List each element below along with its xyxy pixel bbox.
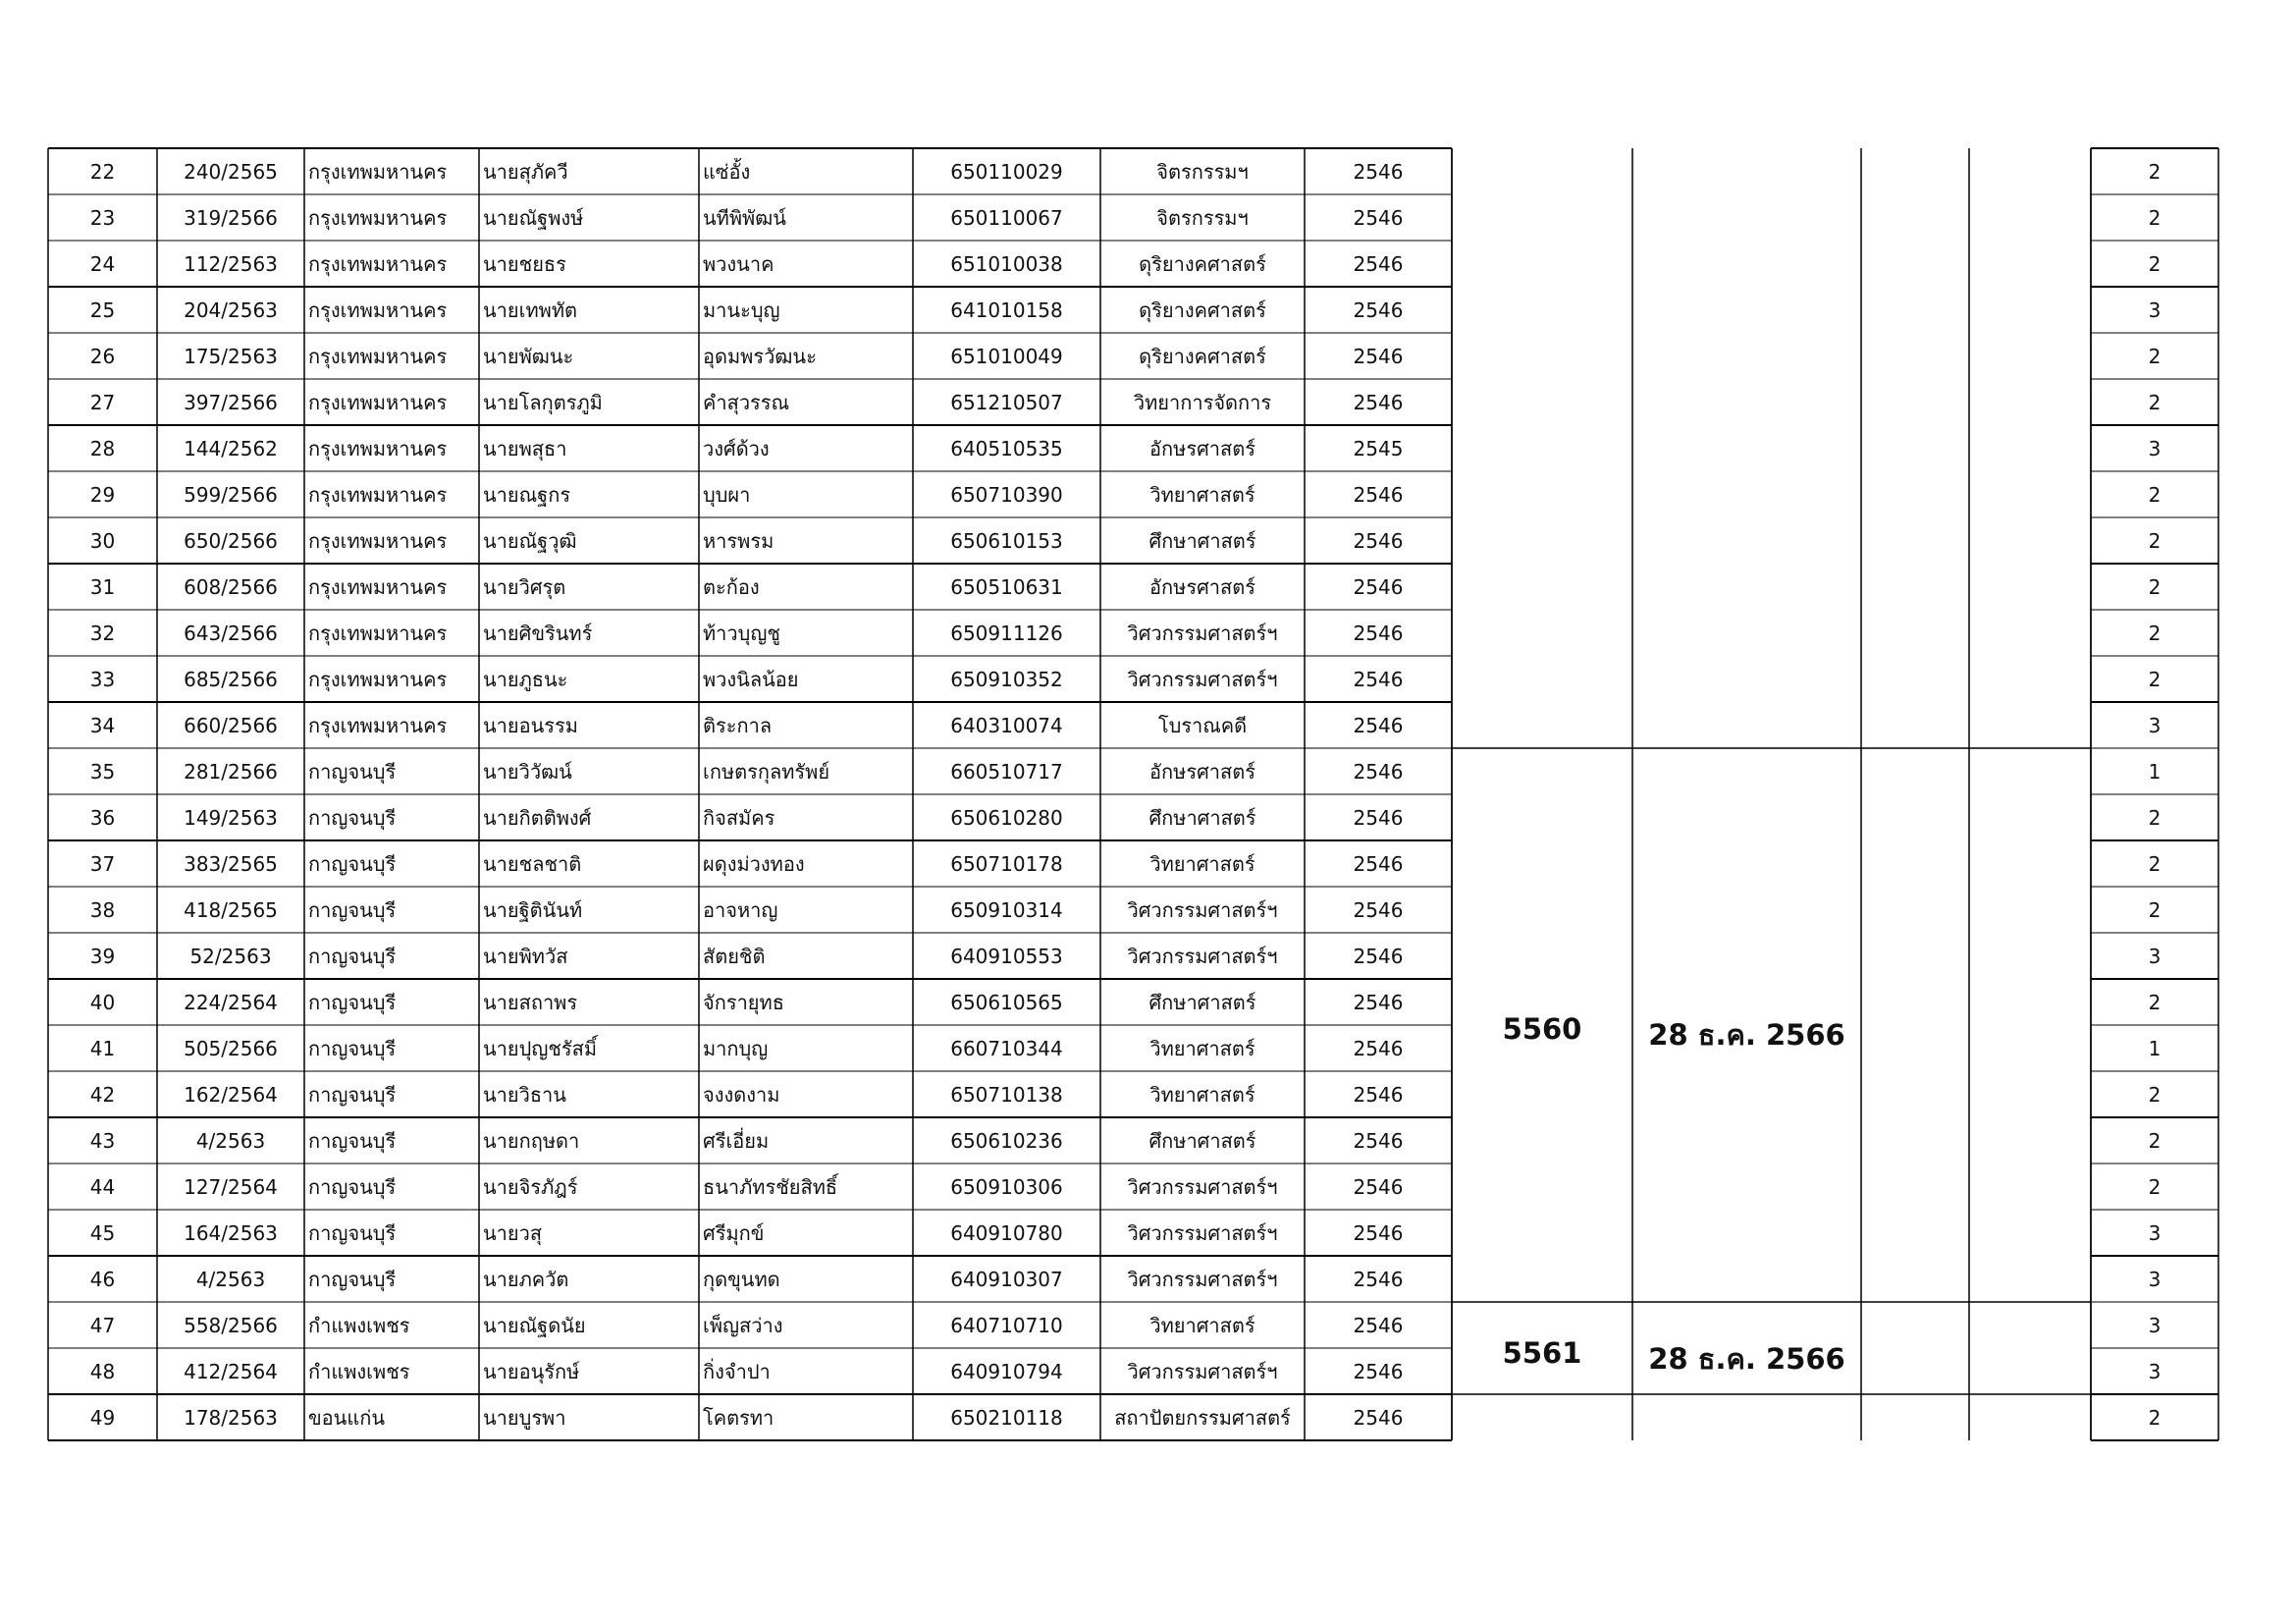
cell-last-name: มานะบุญ: [703, 298, 780, 322]
cell-last-name: เพ็ญสว่าง: [703, 1314, 783, 1337]
cell-year: 2546: [1353, 945, 1404, 968]
cell-year: 2546: [1353, 1037, 1404, 1060]
cell-count: 3: [2148, 1268, 2162, 1291]
cell-count: 3: [2148, 298, 2162, 322]
cell-faculty: วิศวกรรมศาสตร์ฯ: [1127, 668, 1278, 691]
cell-year: 2546: [1353, 298, 1404, 322]
cell-last-name: ธนาภัทรชัยสิทธิ์: [703, 1175, 838, 1199]
cell-province: กรุงเทพมหานคร: [308, 206, 448, 230]
cell-ref: 643/2566: [184, 622, 278, 645]
cell-last-name: วงศ์ด้วง: [703, 437, 770, 460]
cell-student-id: 650911126: [950, 622, 1063, 645]
cell-student-id: 650710178: [950, 852, 1063, 876]
cell-faculty: วิศวกรรมศาสตร์ฯ: [1127, 1360, 1278, 1383]
cell-first-name: นายกฤษดา: [483, 1129, 580, 1153]
cell-ref: 660/2566: [184, 714, 278, 737]
cell-no: 41: [89, 1037, 116, 1060]
cell-faculty: วิทยาศาสตร์: [1149, 1083, 1255, 1107]
cell-ref: 144/2562: [184, 437, 278, 460]
cell-faculty: วิทยาศาสตร์: [1149, 1037, 1255, 1060]
cell-count: 2: [2148, 1406, 2162, 1430]
cell-faculty: จิตรกรรมฯ: [1156, 206, 1249, 230]
cell-last-name: กิจสมัคร: [703, 806, 775, 830]
cell-no: 46: [89, 1268, 116, 1291]
cell-student-id: 650610280: [950, 806, 1063, 830]
cell-province: กรุงเทพมหานคร: [308, 622, 448, 645]
cell-ref: 127/2564: [184, 1175, 278, 1199]
cell-student-id: 651010049: [950, 345, 1063, 368]
cell-last-name: พวงนาค: [703, 252, 774, 276]
cell-ref: 162/2564: [184, 1083, 278, 1107]
cell-year: 2546: [1353, 1268, 1404, 1291]
cell-no: 27: [89, 391, 116, 414]
cell-no: 26: [89, 345, 116, 368]
cell-province: กาญจนบุรี: [308, 1083, 397, 1107]
cell-first-name: นายภูธนะ: [483, 668, 568, 691]
cell-province: กรุงเทพมหานคร: [308, 345, 448, 368]
cell-no: 34: [89, 714, 116, 737]
cell-first-name: นายพสุธา: [483, 437, 567, 460]
cell-no: 29: [89, 483, 116, 507]
cell-student-id: 650610153: [950, 529, 1063, 553]
cell-count: 2: [2148, 852, 2162, 876]
cell-province: กาญจนบุรี: [308, 1175, 397, 1199]
cell-first-name: นายภควัต: [483, 1268, 569, 1291]
cell-province: กรุงเทพมหานคร: [308, 298, 448, 322]
cell-count: 2: [2148, 1129, 2162, 1153]
cell-province: ขอนแก่น: [308, 1406, 386, 1430]
cell-province: กำแพงเพชร: [308, 1360, 410, 1383]
cell-first-name: นายณัฐวุฒิ: [483, 529, 577, 553]
cell-faculty: วิทยาการจัดการ: [1133, 391, 1272, 414]
cell-no: 36: [89, 806, 116, 830]
cell-no: 25: [89, 298, 116, 322]
cell-ref: 52/2563: [189, 945, 272, 968]
cell-ref: 281/2566: [184, 760, 278, 784]
cell-province: กาญจนบุรี: [308, 1129, 397, 1153]
cell-no: 45: [89, 1221, 116, 1245]
cell-count: 2: [2148, 575, 2162, 599]
cell-first-name: นายวิธาน: [483, 1083, 566, 1107]
cell-province: กรุงเทพมหานคร: [308, 391, 448, 414]
cell-year: 2546: [1353, 760, 1404, 784]
cell-first-name: นายบูรพา: [483, 1406, 566, 1430]
cell-count: 3: [2148, 1360, 2162, 1383]
cell-faculty: อักษรศาสตร์: [1149, 760, 1255, 784]
cell-first-name: นายกิตติพงศ์: [483, 806, 592, 830]
cell-no: 47: [89, 1314, 116, 1337]
cell-faculty: ศึกษาศาสตร์: [1148, 991, 1256, 1014]
cell-no: 28: [89, 437, 116, 460]
cell-count: 3: [2148, 714, 2162, 737]
cell-year: 2546: [1353, 1314, 1404, 1337]
cell-no: 35: [89, 760, 116, 784]
cell-last-name: ผดุงม่วงทอง: [703, 852, 805, 876]
cell-count: 3: [2148, 945, 2162, 968]
cell-count: 1: [2148, 760, 2162, 784]
cell-ref: 175/2563: [184, 345, 278, 368]
cell-student-id: 650910314: [950, 898, 1063, 922]
cell-province: กาญจนบุรี: [308, 945, 397, 968]
cell-ref: 383/2565: [184, 852, 278, 876]
cell-ref: 4/2563: [195, 1129, 266, 1153]
cell-year: 2546: [1353, 806, 1404, 830]
cell-first-name: นายโลกุตรภูมิ: [483, 391, 603, 414]
cell-student-id: 640910307: [950, 1268, 1063, 1291]
cell-last-name: บุบผา: [703, 483, 751, 507]
cell-first-name: นายณฐกร: [483, 483, 571, 507]
cell-student-id: 640310074: [950, 714, 1063, 737]
cell-count: 2: [2148, 345, 2162, 368]
cell-faculty: ดุริยางคศาสตร์: [1139, 345, 1266, 368]
cell-province: กาญจนบุรี: [308, 898, 397, 922]
cell-faculty: โบราณคดี: [1157, 714, 1248, 737]
cell-student-id: 640910794: [950, 1360, 1063, 1383]
cell-student-id: 650610236: [950, 1129, 1063, 1153]
cell-last-name: ตะก้อง: [703, 575, 760, 599]
group-doc-number: 5561: [1502, 1336, 1582, 1370]
cell-faculty: วิศวกรรมศาสตร์ฯ: [1127, 1221, 1278, 1245]
cell-no: 32: [89, 622, 116, 645]
cell-faculty: วิทยาศาสตร์: [1149, 852, 1255, 876]
cell-count: 2: [2148, 898, 2162, 922]
cell-first-name: นายเทพทัต: [483, 298, 577, 322]
cell-ref: 599/2566: [184, 483, 278, 507]
cell-first-name: นายณัฐดนัย: [483, 1314, 586, 1337]
cell-last-name: ติระกาล: [703, 714, 773, 737]
cell-first-name: นายสุภัควี: [483, 160, 568, 184]
cell-faculty: ศึกษาศาสตร์: [1148, 529, 1256, 553]
cell-year: 2546: [1353, 252, 1404, 276]
cell-faculty: ศึกษาศาสตร์: [1148, 1129, 1256, 1153]
cell-count: 2: [2148, 252, 2162, 276]
cell-no: 49: [89, 1406, 116, 1430]
cell-last-name: นทีพิพัฒน์: [703, 206, 786, 230]
cell-first-name: นายวิศรุต: [483, 575, 566, 599]
cell-faculty: อักษรศาสตร์: [1149, 437, 1255, 460]
cell-province: กรุงเทพมหานคร: [308, 714, 448, 737]
cell-student-id: 640910553: [950, 945, 1063, 968]
cell-year: 2546: [1353, 898, 1404, 922]
cell-student-id: 640710710: [950, 1314, 1063, 1337]
cell-ref: 112/2563: [184, 252, 278, 276]
cell-student-id: 650910306: [950, 1175, 1063, 1199]
cell-province: กาญจนบุรี: [308, 1221, 397, 1245]
cell-no: 40: [89, 991, 116, 1014]
cell-province: กาญจนบุรี: [308, 852, 397, 876]
cell-count: 2: [2148, 1083, 2162, 1107]
cell-first-name: นายจิรภัฎร์: [483, 1175, 578, 1199]
cell-last-name: ศรีเอี่ยม: [703, 1129, 770, 1153]
cell-count: 3: [2148, 1314, 2162, 1337]
cell-student-id: 660710344: [950, 1037, 1063, 1060]
cell-no: 43: [89, 1129, 116, 1153]
cell-faculty: อักษรศาสตร์: [1149, 575, 1255, 599]
cell-no: 44: [89, 1175, 116, 1199]
cell-count: 2: [2148, 483, 2162, 507]
cell-first-name: นายพัฒนะ: [483, 345, 574, 368]
cell-province: กรุงเทพมหานคร: [308, 160, 448, 184]
cell-ref: 178/2563: [184, 1406, 278, 1430]
cell-faculty: วิศวกรรมศาสตร์ฯ: [1127, 1268, 1278, 1291]
cell-student-id: 650210118: [950, 1406, 1063, 1430]
cell-no: 23: [89, 206, 116, 230]
cell-student-id: 650710390: [950, 483, 1063, 507]
cell-ref: 418/2565: [184, 898, 278, 922]
cell-ref: 240/2565: [184, 160, 278, 184]
cell-no: 48: [89, 1360, 116, 1383]
cell-last-name: คำสุวรรณ: [703, 391, 790, 414]
cell-last-name: โคตรทา: [703, 1406, 774, 1430]
cell-year: 2546: [1353, 1129, 1404, 1153]
cell-ref: 204/2563: [184, 298, 278, 322]
cell-ref: 685/2566: [184, 668, 278, 691]
cell-last-name: อาจหาญ: [703, 898, 778, 922]
cell-year: 2546: [1353, 206, 1404, 230]
cell-student-id: 650610565: [950, 991, 1063, 1014]
cell-count: 2: [2148, 991, 2162, 1014]
cell-ref: 558/2566: [184, 1314, 278, 1337]
cell-last-name: อุดมพรวัฒนะ: [703, 345, 817, 368]
cell-first-name: นายสถาพร: [483, 991, 578, 1014]
cell-faculty: ดุริยางคศาสตร์: [1139, 298, 1266, 322]
cell-count: 3: [2148, 437, 2162, 460]
cell-count: 2: [2148, 622, 2162, 645]
cell-count: 2: [2148, 206, 2162, 230]
cell-year: 2546: [1353, 391, 1404, 414]
cell-year: 2546: [1353, 622, 1404, 645]
cell-province: กรุงเทพมหานคร: [308, 483, 448, 507]
group-date: 28 ธ.ค. 2566: [1648, 1018, 1845, 1052]
cell-no: 22: [89, 160, 116, 184]
cell-first-name: นายอนรรม: [483, 714, 578, 737]
cell-ref: 505/2566: [184, 1037, 278, 1060]
cell-last-name: เกษตรกุลทรัพย์: [703, 760, 830, 784]
cell-ref: 608/2566: [184, 575, 278, 599]
cell-last-name: หารพรม: [703, 529, 774, 553]
cell-year: 2546: [1353, 852, 1404, 876]
cell-last-name: มากบุญ: [703, 1037, 769, 1060]
cell-last-name: ศรีมุกข์: [703, 1221, 765, 1245]
cell-province: กรุงเทพมหานคร: [308, 529, 448, 553]
cell-count: 3: [2148, 1221, 2162, 1245]
cell-first-name: นายชลชาติ: [483, 852, 582, 876]
cell-first-name: นายชยธร: [483, 252, 566, 276]
cell-year: 2546: [1353, 668, 1404, 691]
cell-last-name: จักรายุทธ: [703, 991, 784, 1014]
cell-student-id: 650510631: [950, 575, 1063, 599]
cell-student-id: 650910352: [950, 668, 1063, 691]
cell-province: กรุงเทพมหานคร: [308, 252, 448, 276]
cell-first-name: นายอนุรักษ์: [483, 1360, 580, 1383]
cell-faculty: วิศวกรรมศาสตร์ฯ: [1127, 945, 1278, 968]
cell-last-name: จงงดงาม: [703, 1083, 780, 1107]
cell-first-name: นายปุญชรัสมิ์: [483, 1037, 598, 1060]
cell-count: 2: [2148, 391, 2162, 414]
cell-count: 1: [2148, 1037, 2162, 1060]
cell-year: 2546: [1353, 1175, 1404, 1199]
cell-province: กาญจนบุรี: [308, 1268, 397, 1291]
cell-first-name: นายพิทวัส: [483, 945, 568, 968]
cell-count: 2: [2148, 529, 2162, 553]
cell-ref: 412/2564: [184, 1360, 278, 1383]
cell-student-id: 650710138: [950, 1083, 1063, 1107]
cell-province: กาญจนบุรี: [308, 760, 397, 784]
cell-first-name: นายศิขรินทร์: [483, 622, 593, 645]
cell-faculty: สถาปัตยกรรมศาสตร์: [1114, 1406, 1291, 1430]
cell-no: 42: [89, 1083, 116, 1107]
cell-ref: 650/2566: [184, 529, 278, 553]
cell-no: 24: [89, 252, 116, 276]
cell-no: 37: [89, 852, 116, 876]
cell-year: 2546: [1353, 991, 1404, 1014]
cell-faculty: วิศวกรรมศาสตร์ฯ: [1127, 622, 1278, 645]
cell-year: 2546: [1353, 714, 1404, 737]
cell-ref: 397/2566: [184, 391, 278, 414]
cell-count: 2: [2148, 668, 2162, 691]
cell-province: กาญจนบุรี: [308, 1037, 397, 1060]
cell-year: 2546: [1353, 1406, 1404, 1430]
cell-province: กรุงเทพมหานคร: [308, 575, 448, 599]
cell-province: กำแพงเพชร: [308, 1314, 410, 1337]
cell-student-id: 641010158: [950, 298, 1063, 322]
cell-no: 33: [89, 668, 116, 691]
cell-faculty: วิทยาศาสตร์: [1149, 1314, 1255, 1337]
cell-faculty: วิศวกรรมศาสตร์ฯ: [1127, 898, 1278, 922]
cell-student-id: 650110029: [950, 160, 1063, 184]
cell-province: กาญจนบุรี: [308, 806, 397, 830]
cell-faculty: ศึกษาศาสตร์: [1148, 806, 1256, 830]
cell-year: 2545: [1353, 437, 1404, 460]
cell-count: 2: [2148, 1175, 2162, 1199]
cell-no: 30: [89, 529, 116, 553]
cell-ref: 319/2566: [184, 206, 278, 230]
cell-last-name: กิ่งจำปา: [703, 1360, 771, 1383]
cell-province: กรุงเทพมหานคร: [308, 668, 448, 691]
cell-year: 2546: [1353, 160, 1404, 184]
cell-province: กรุงเทพมหานคร: [308, 437, 448, 460]
cell-first-name: นายฐิตินันท์: [483, 898, 583, 922]
cell-province: กาญจนบุรี: [308, 991, 397, 1014]
cell-student-id: 651010038: [950, 252, 1063, 276]
cell-last-name: กุดขุนทด: [703, 1268, 780, 1291]
cell-ref: 4/2563: [195, 1268, 266, 1291]
cell-ref: 224/2564: [184, 991, 278, 1014]
cell-last-name: พวงนิลน้อย: [703, 668, 799, 691]
cell-faculty: วิทยาศาสตร์: [1149, 483, 1255, 507]
cell-student-id: 650110067: [950, 206, 1063, 230]
cell-faculty: วิศวกรรมศาสตร์ฯ: [1127, 1175, 1278, 1199]
cell-student-id: 660510717: [950, 760, 1063, 784]
cell-year: 2546: [1353, 1221, 1404, 1245]
cell-first-name: นายวิวัฒน์: [483, 760, 572, 784]
cell-no: 38: [89, 898, 116, 922]
cell-ref: 149/2563: [184, 806, 278, 830]
cell-student-id: 640910780: [950, 1221, 1063, 1245]
cell-faculty: ดุริยางคศาสตร์: [1139, 252, 1266, 276]
cell-student-id: 651210507: [950, 391, 1063, 414]
cell-last-name: สัตยชิติ: [703, 945, 766, 968]
cell-no: 39: [89, 945, 116, 968]
cell-year: 2546: [1353, 345, 1404, 368]
group-doc-number: 5560: [1502, 1012, 1582, 1046]
group-date: 28 ธ.ค. 2566: [1648, 1342, 1845, 1376]
cell-year: 2546: [1353, 483, 1404, 507]
cell-count: 2: [2148, 806, 2162, 830]
cell-first-name: นายวสุ: [483, 1221, 543, 1245]
cell-student-id: 640510535: [950, 437, 1063, 460]
cell-year: 2546: [1353, 1083, 1404, 1107]
cell-year: 2546: [1353, 575, 1404, 599]
cell-faculty: จิตรกรรมฯ: [1156, 160, 1249, 184]
cell-count: 2: [2148, 160, 2162, 184]
cell-year: 2546: [1353, 1360, 1404, 1383]
cell-year: 2546: [1353, 529, 1404, 553]
cell-first-name: นายณัฐพงษ์: [483, 206, 584, 230]
cell-last-name: แซ่อั้ง: [703, 160, 751, 184]
cell-no: 31: [89, 575, 116, 599]
cell-last-name: ท้าวบุญชู: [703, 622, 780, 645]
cell-ref: 164/2563: [184, 1221, 278, 1245]
